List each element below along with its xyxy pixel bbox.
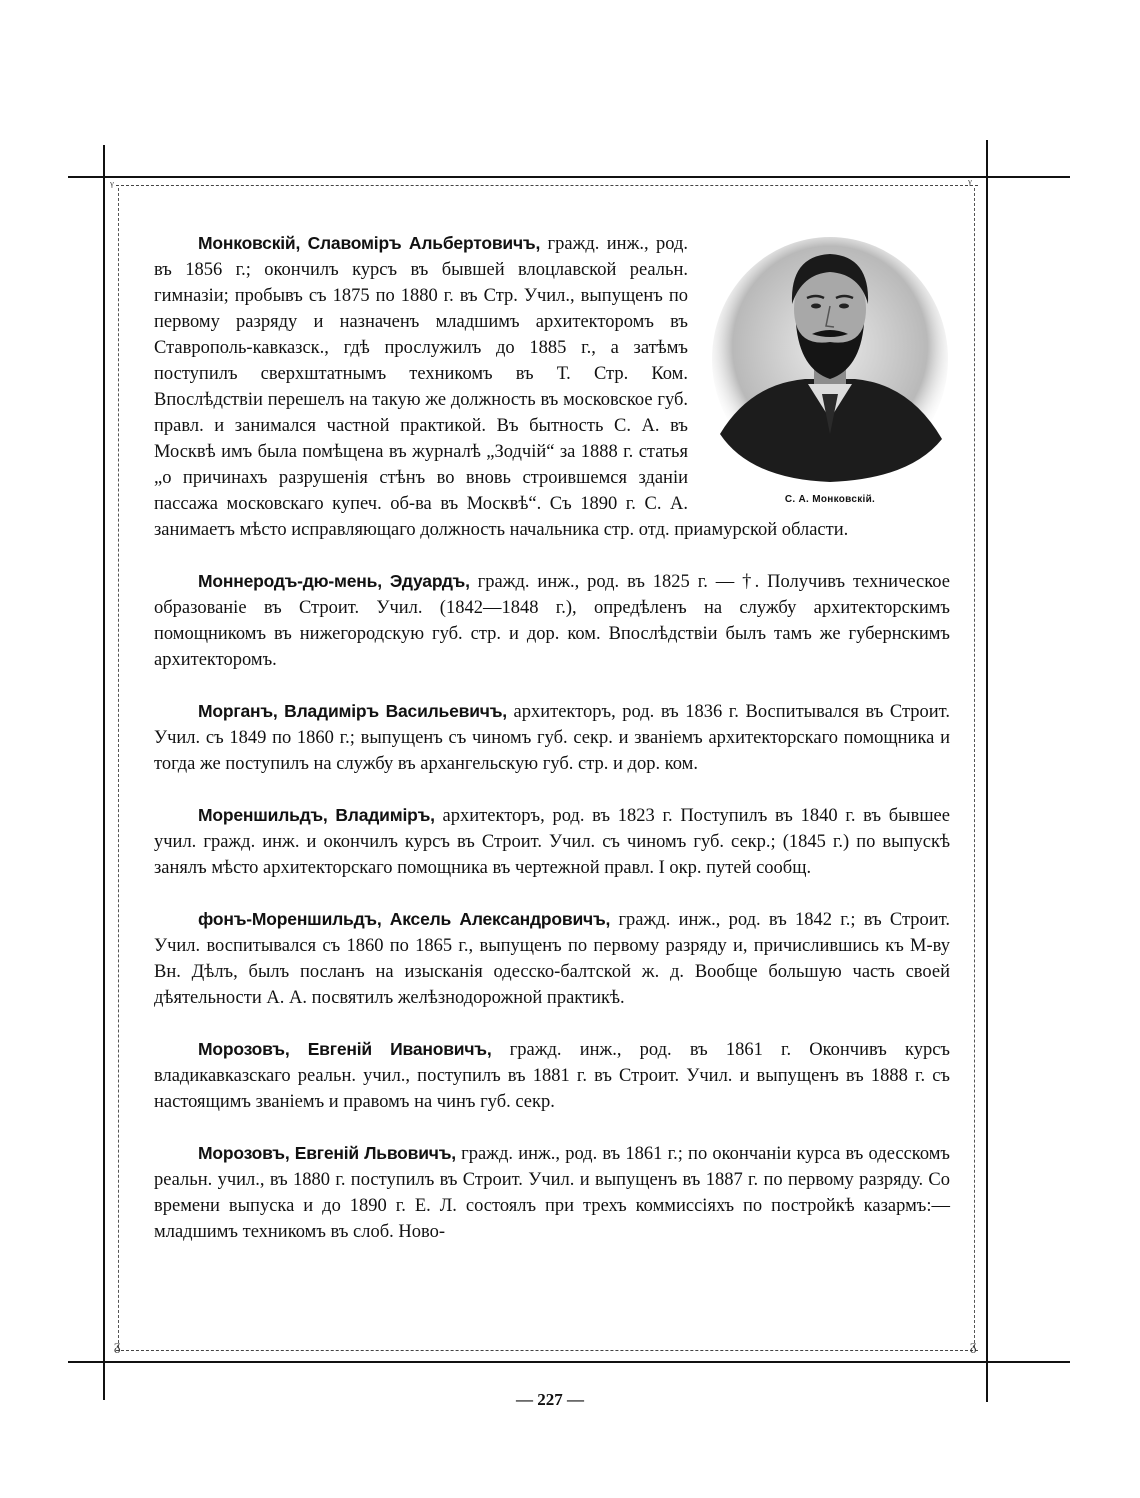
entry-text: гражд. инж., род. въ 1856 г.; окончилъ курсъ въ бывшей влоцлавской реальн. гимназіи; пробывъ съ 1875 по 1880 г. въ Стр. Учил., выпущенъ по первому разряду и назначенъ младшимъ архитекторомъ въ Ставрополь-кавказск., гдѣ прослужилъ до 1885 г., а затѣмъ поступилъ сверхштатнымъ техникомъ въ Т. Стр. Ком. Впослѣдствіи перешелъ на такую же должность въ московское губ. правл. и занимался частной практикой. Въ бытность С. А. въ Москвѣ имъ была помѣщена въ журналѣ „Зодчій“ за 1888 г. статья „о причинахъ разрушенія стѣнъ во вновь строившемся зданіи пассажа московскаго купеч. об-ва въ Москвѣ“. Съ 1890 г. С. А. занимаетъ мѣсто исправляющаго должность начальника стр. отд. приамурской области. [154, 234, 849, 540]
entry-name: Моннеродъ-дю-мень, Эдуардъ, [198, 571, 470, 591]
portrait-figure [710, 234, 950, 510]
inner-border-right [974, 188, 975, 1348]
frame-bottom-rule [68, 1361, 1070, 1363]
entry-name: Морозовъ, Евгеній Львовичъ, [198, 1143, 456, 1163]
entry-text: гражд. инж., род. въ 1825 г. — †. Получивъ техническое образованіе въ Строит. Учил. (1842—1848 г.), опредѣленъ на службу архитекторскимъ помощникомъ въ нижегородскую губ. стр. и дор. ком. Впослѣдствіи былъ тамъ же губернскимъ архитекторомъ. [154, 572, 950, 670]
entry-name: Мореншильдъ, Владиміръ, [198, 805, 435, 825]
inner-border-left [118, 188, 119, 1348]
corner-ornament-top-left: ᵞ [110, 179, 114, 194]
frame-top-rule [68, 176, 1070, 178]
entry-text: гражд. инж., род. въ 1842 г.; въ Строит. Учил. воспитывался съ 1860 по 1865 г., выпущенъ по первому разряду и, причислившись къ М-ву Вн. Дѣлъ, былъ посланъ на изысканія одесско-балтской ж. д. Вообще большую часть своей дѣятельности А. А. посвятилъ желѣзнодорожной практикѣ. [154, 910, 951, 1008]
entry-text: архитекторъ, род. въ 1836 г. Воспитывался въ Строит. Учил. съ 1849 по 1860 г.; выпущенъ съ чиномъ губ. секр. и званіемъ архитекторскаго помощника и тогда же поступилъ на службу въ архангельскую губ. стр. и дор. ком. [154, 702, 950, 774]
inner-border-top [116, 185, 978, 186]
inner-border-bottom [116, 1350, 978, 1351]
entry-name: фонъ-Мореншильдъ, Аксель Александровичъ, [198, 909, 611, 929]
biography-entry [154, 1140, 950, 1245]
corner-ornament-top-right: ᵞ [968, 177, 972, 192]
entry-name: Морганъ, Владиміръ Васильевичъ, [198, 701, 507, 721]
entry-text: гражд. инж., род. въ 1861 г.; по окончаніи курса въ одесскомъ реальн. учил., въ 1880 г. поступилъ въ Строит. Учил. и выпущенъ въ 1887 г. по первому разряду. Со времени выпуска и до 1890 г. Е. Л. состоялъ при трехъ коммиссіяхъ по постройкѣ казармъ:—младшимъ техникомъ въ слоб. Ново- [154, 1144, 951, 1242]
biography-entry [154, 802, 950, 881]
corner-ornament-bottom-left: ᵹ [114, 1339, 121, 1354]
biography-entry [154, 1036, 950, 1115]
entry-text: гражд. инж., род. въ 1861 г. Окончивъ курсъ владикавказскаго реальн. учил., поступилъ въ 1881 г. въ Строит. Учил. и выпущенъ въ 1888 г. съ настоящимъ званіемъ и правомъ на чинъ губ. секр. [154, 1040, 950, 1112]
entry-name: Морозовъ, Евгеній Ивановичъ, [198, 1039, 492, 1059]
main-text [154, 230, 950, 1270]
biography-entry [154, 698, 950, 777]
biography-entry [154, 906, 950, 1011]
entry-name: Монковскій, Славоміръ Альбертовичъ, [198, 233, 541, 253]
biography-entry [154, 568, 950, 673]
portrait-engraving [710, 234, 950, 484]
portrait-caption: С. А. Монковскій. [784, 494, 876, 505]
frame-right-rule [986, 140, 988, 1402]
corner-ornament-bottom-right: ᵹ [970, 1339, 977, 1354]
biography-entry [154, 230, 950, 543]
entry-text: архитекторъ, род. въ 1823 г. Поступилъ въ 1840 г. въ бывшее учил. гражд. инж. и окончилъ курсъ въ Строит. Учил. съ чиномъ губ. секр.; (1845 г.) по выпускѣ занялъ мѣсто архитекторскаго помощника въ чертежной правл. I окр. путей сообщ. [154, 806, 950, 878]
frame-left-rule [103, 145, 105, 1400]
page-number: — 227 — [516, 1390, 584, 1409]
